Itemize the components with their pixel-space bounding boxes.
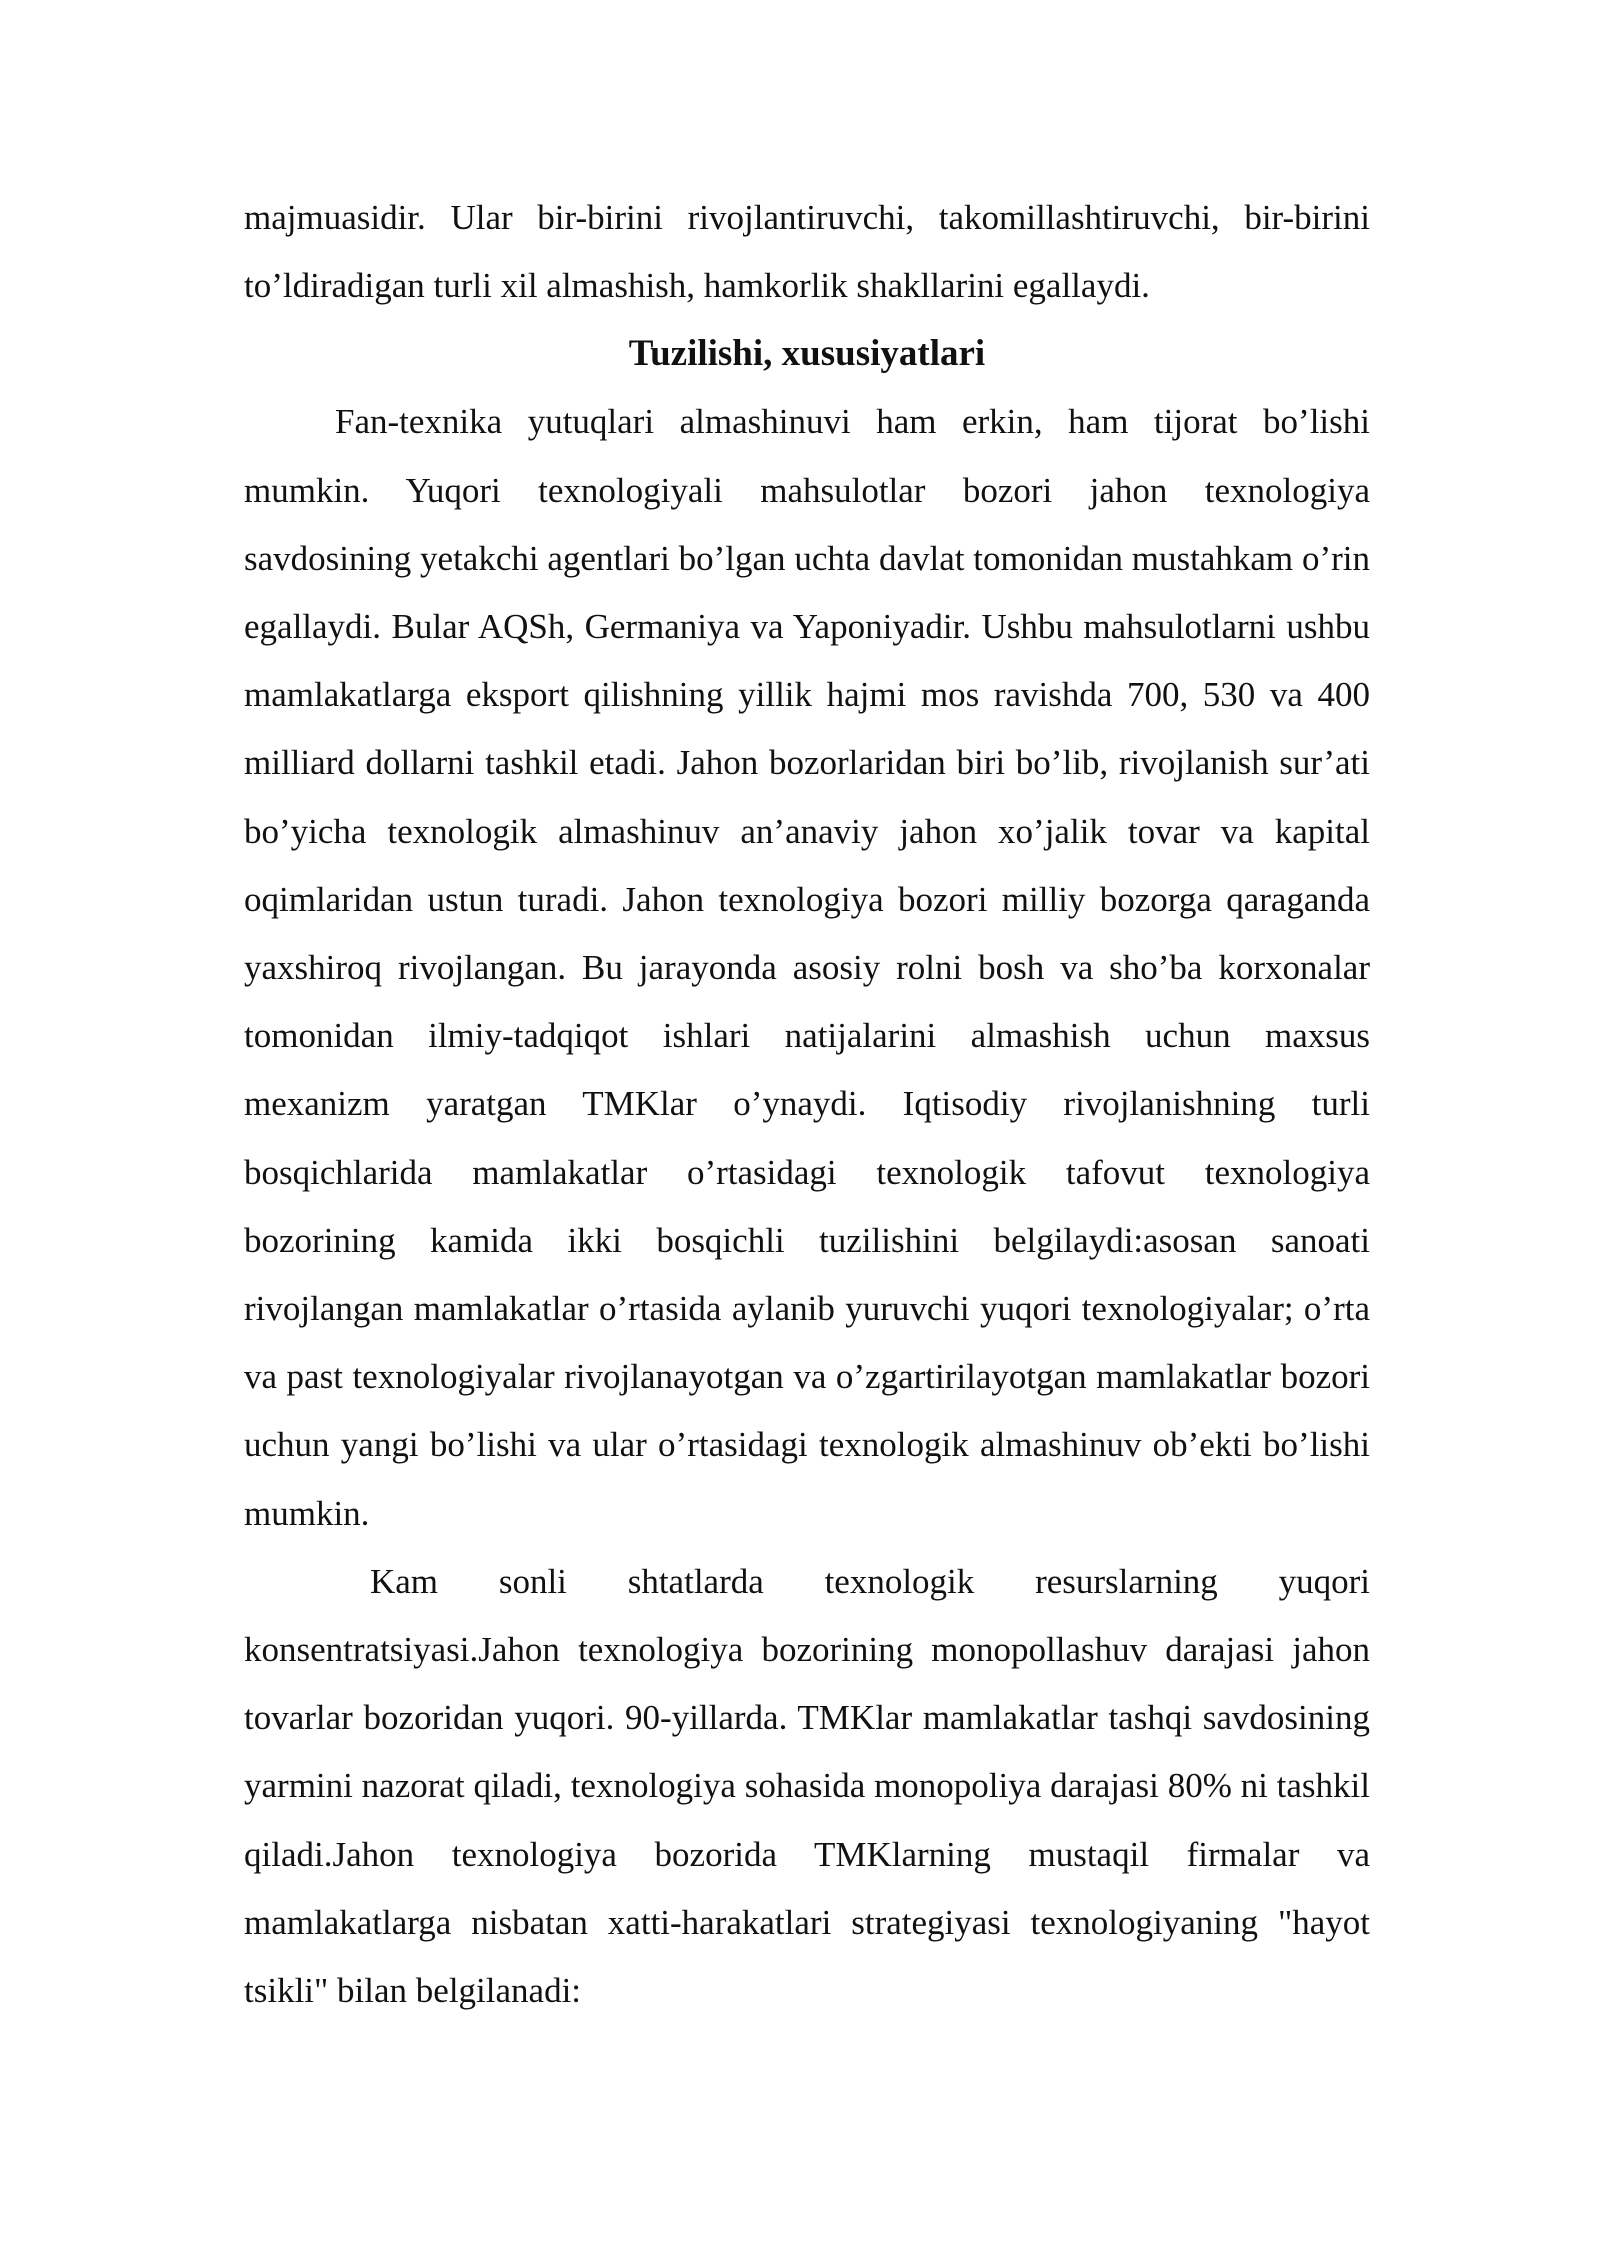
document-body	[244, 184, 1370, 2025]
paragraph-1: Fan-texnika yutuqlari almashinuvi ham erkin, ham tijorat bo’lishi mumkin. Yuqori texnologiyali mahsulotlar bozori jahon texnologiya savdosining yetakchi agentlari bo’lgan uchta davlat tomonidan mustahkam o’rin egallaydi. Bular AQSh, Germaniya va Yaponiyadir. Ushbu mahsulotlarni ushbu mamlakatlarga eksport qilishning yillik hajmi mos ravishda 700, 530 va 400 milliard dollarni tashkil etadi. Jahon bozorlaridan biri bo’lib, rivojlanish sur’ati bo’yicha texnologik almashinuv an’anaviy jahon xo’jalik tovar va kapital oqimlaridan ustun turadi. Jahon texnologiya bozori milliy bozorga qaraganda yaxshiroq rivojlangan. Bu jarayonda asosiy rolni bosh va sho’ba korxonalar tomonidan ilmiy-tadqiqot ishlari natijalarini almashish uchun maxsus mexanizm yaratgan TMKlar o’ynaydi. Iqtisodiy rivojlanishning turli bosqichlarida mamlakatlar o’rtasidagi texnologik tafovut texnologiya bozorining kamida ikki bosqichli tuzilishini belgilaydi:asosan sanoati rivojlangan mamlakatlar o’rtasida aylanib yuruvchi yuqori texnologiyalar; o’rta va past texnologiyalar rivojlanayotgan va o’zgartirilayotgan mamlakatlar bozori uchun yangi bo’lishi va ular o’rtasidagi texnologik almashinuv ob’ekti bo’lishi mumkin.	[244, 402, 1370, 1533]
section-heading: Tuzilishi, xususiyatlari	[628, 333, 986, 375]
paragraph-2: Kam sonli shtatlarda texnologik resurslarning yuqori konsentratsiyasi.Jahon texnologiya bozorining monopollashuv darajasi jahon tovarlar bozoridan yuqori. 90-yillarda. TMKlar mamlakatlar tashqi savdosining yarmini nazorat qiladi, texnologiya sohasida monopoliya darajasi 80% ni tashkil qiladi.Jahon texnologiya bozorida TMKlarning mustaqil firmalar va mamlakatlarga nisbatan xatti-harakatlari strategiyasi texnologiyaning "hayot tsikli" bilan belgilanadi:	[244, 1561, 1370, 2011]
intro-paragraph: majmuasidir. Ular bir-birini rivojlantiruvchi, takomillashtiruvchi, bir-birini to’ldiradigan turli xil almashish, hamkorlik shakllarini egallaydi.	[244, 198, 1370, 306]
